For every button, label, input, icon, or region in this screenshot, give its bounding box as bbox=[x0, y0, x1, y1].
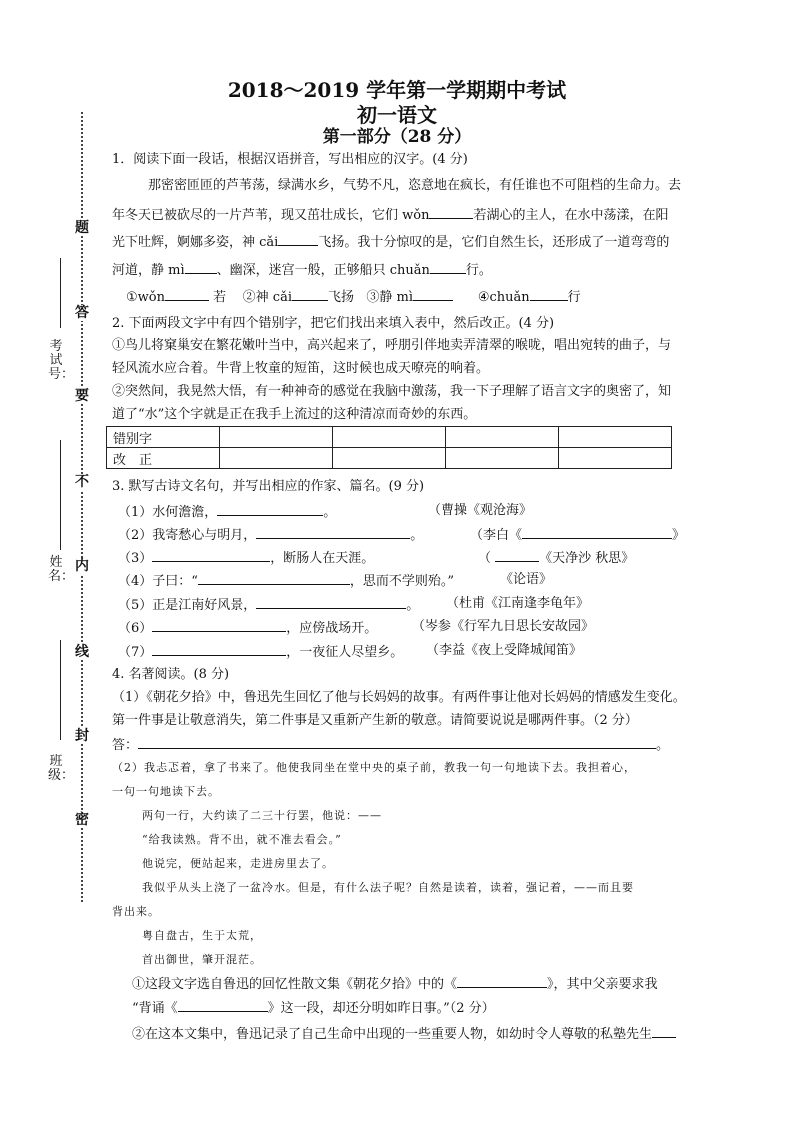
answer-blank[interactable] bbox=[429, 206, 473, 219]
seal-char: 不 bbox=[75, 474, 89, 490]
exam-no-label: 考试号： bbox=[48, 339, 75, 382]
seal-char: 题 bbox=[75, 220, 89, 236]
answer-cell[interactable] bbox=[333, 427, 446, 448]
table-header-cell: 改 正 bbox=[107, 448, 220, 469]
answer-blank[interactable] bbox=[152, 643, 286, 656]
answer-blank[interactable] bbox=[652, 1025, 676, 1038]
answer-blank[interactable] bbox=[413, 288, 453, 301]
answer-cell[interactable] bbox=[559, 448, 672, 469]
answer-blank[interactable] bbox=[430, 261, 466, 274]
poem-source: （杜甫《江南逢李龟年》 bbox=[446, 596, 590, 611]
table-row bbox=[107, 427, 672, 448]
poem-line: （5）正是江南好风景， 。 bbox=[118, 598, 420, 613]
q4-text-line: 第一件事是让敬意消失，第二件事是又重新产生新的敬意。请简要说说是哪两件事。（2 分） bbox=[112, 713, 638, 728]
poem-line: （7） ，一夜征人尽望乡。 bbox=[118, 645, 404, 660]
exam-no-line bbox=[60, 258, 61, 328]
seal-char: 密 bbox=[75, 812, 89, 828]
class-label: 班级： bbox=[48, 754, 75, 783]
table-row bbox=[107, 448, 672, 469]
table-header-cell: 错别字 bbox=[107, 427, 220, 448]
correction-table bbox=[106, 426, 672, 469]
answer-blank[interactable] bbox=[457, 975, 547, 988]
answer-blank[interactable] bbox=[185, 261, 217, 274]
answer-cell[interactable] bbox=[446, 427, 559, 448]
poem-source: 《论语》 bbox=[500, 572, 553, 587]
q2-passage-line: 道了“水”这个字就是正在我手上流过的这种清凉而奇妙的东西。 bbox=[112, 407, 477, 422]
answer-blank[interactable] bbox=[278, 233, 318, 246]
answer-cell[interactable] bbox=[446, 448, 559, 469]
answer-blank[interactable] bbox=[256, 596, 406, 609]
excerpt-line: 一句一句地读下去。 bbox=[112, 785, 220, 798]
q1-passage-line: 河道，静 mì 、幽深，迷宫一般，正够船只 chuǎn 行。 bbox=[112, 263, 492, 278]
seal-char: 答 bbox=[75, 305, 89, 321]
answer-blank[interactable] bbox=[256, 526, 410, 539]
seal-char: 内 bbox=[75, 558, 89, 574]
poem-source: （ 《天净沙 秋思》 bbox=[478, 551, 635, 566]
class-line bbox=[60, 640, 61, 740]
poem-source: （曹操《观沧海》 bbox=[428, 503, 533, 518]
q2-stem: 2. 下面两段文字中有四个错别字，把它们找出来填入表中，然后改正。(4 分) bbox=[112, 316, 555, 331]
q1-answers: ①wǒn 若 ②神 cǎi 飞扬 ③静 mì ④chuǎn 行 bbox=[126, 290, 581, 305]
q4-stem: 4. 名著阅读。(8 分) bbox=[112, 667, 230, 682]
exam-title: 2018～2019 学年第一学期期中考试 bbox=[227, 78, 567, 102]
answer-blank[interactable] bbox=[217, 503, 323, 516]
excerpt-line: 我似乎从头上浇了一盆冷水。但是，有什么法子呢？自然是读着，读着，强记着，——而且要 bbox=[142, 881, 634, 894]
poem-line: （3） ，断肠人在天涯。 bbox=[118, 551, 375, 566]
excerpt-line: 他说完，便站起来，走进房里去了。 bbox=[142, 857, 334, 870]
answer-blank[interactable] bbox=[152, 619, 286, 632]
answer-cell[interactable] bbox=[220, 448, 333, 469]
answer-cell[interactable] bbox=[333, 448, 446, 469]
excerpt-line: 两句一行，大约读了二三十行罢，他说：—— bbox=[142, 809, 382, 822]
q4-sub-question: ①这段文字选自鲁迅的回忆性散文集《朝花夕拾》中的《 》，其中父亲要求我 bbox=[132, 977, 658, 992]
excerpt-line: （2）我忐忑着，拿了书来了。他使我同坐在堂中央的桌子前，教我一句一句地读下去。我担着心， bbox=[112, 761, 636, 774]
name-label: 姓名： bbox=[48, 555, 75, 584]
answer-blank[interactable] bbox=[165, 288, 209, 301]
poem-source: （李白《 》 bbox=[470, 528, 686, 543]
poem-source: （岑参《行军九日思长安故园》 bbox=[412, 619, 595, 634]
poem-line: （6） ，应傍战场开。 bbox=[118, 621, 378, 636]
answer-blank[interactable] bbox=[152, 549, 270, 562]
poem-line: （4）子曰：“ ，思而不学则殆。” bbox=[118, 574, 455, 589]
answer-blank[interactable] bbox=[495, 549, 539, 562]
excerpt-line: “给我读熟。背不出，就不准去看会。” bbox=[142, 833, 342, 846]
q2-passage-line: 轻风流水应合着。牛背上牧童的短笛，这时候也成天嘹亮的响着。 bbox=[112, 361, 490, 376]
q4-sub-question: ②在这本文集中，鲁迅记录了自己生命中出现的一些重要人物，如幼时令人尊敬的私塾先生 bbox=[132, 1025, 676, 1043]
part-title: 第一部分（28 分） bbox=[322, 127, 472, 147]
answer-blank[interactable] bbox=[178, 999, 268, 1012]
subject-title: 初一语文 bbox=[357, 103, 437, 127]
answer-blank[interactable] bbox=[530, 288, 568, 301]
seal-char: 封 bbox=[75, 728, 89, 744]
q1-passage-line: 年冬天已被砍尽的一片芦苇，现又茁壮成长，它们 wǒn 若湖心的主人，在水中荡漾，在阳 bbox=[112, 208, 669, 223]
answer-cell[interactable] bbox=[559, 427, 672, 448]
answer-blank[interactable] bbox=[138, 736, 656, 749]
q4-text-line: （1）《朝花夕拾》中，鲁迅先生回忆了他与长妈妈的故事。有两件事让他对长妈妈的情感发生变化。 bbox=[112, 690, 686, 705]
answer-line: 答： 。 bbox=[112, 738, 670, 753]
excerpt-line: 粤自盘古，生于太荒， bbox=[142, 929, 262, 942]
excerpt-line: 背出来。 bbox=[112, 905, 160, 918]
q1-stem: 1．阅读下面一段话，根据汉语拼音，写出相应的汉字。(4 分) bbox=[112, 152, 468, 167]
q4-sub-question: “背诵《 》这一段，却还分明如昨日事。”（2 分） bbox=[132, 1001, 495, 1016]
poem-source: （李益《夜上受降城闻笛》 bbox=[426, 643, 583, 658]
seal-char: 线 bbox=[75, 644, 89, 660]
q1-passage-line: 光下吐辉，婀娜多姿，神 cǎi 飞扬。我十分惊叹的是，它们自然生长，还形成了一道弯弯的 bbox=[112, 235, 670, 250]
q1-passage-line: 那密密匝匝的芦苇荡，绿满水乡，气势不凡，恣意地在疯长，有任谁也不可阻档的生命力。去 bbox=[148, 178, 682, 193]
poem-line: （1）水何澹澹， 。 bbox=[118, 505, 337, 520]
poem-line: （2）我寄愁心与明月， 。 bbox=[118, 528, 424, 543]
name-line bbox=[60, 440, 61, 550]
answer-blank[interactable] bbox=[292, 288, 328, 301]
q2-passage-line: ①鸟儿将窠巢安在繁花嫩叶当中，高兴起来了，呼朋引伴地卖弄清翠的喉咙，唱出宛转的曲子，与 bbox=[112, 338, 672, 353]
answer-blank[interactable] bbox=[522, 526, 672, 539]
q3-stem: 3. 默写古诗文名句，并写出相应的作家、篇名。(9 分) bbox=[112, 479, 425, 494]
excerpt-line: 首出御世，肇开混茫。 bbox=[142, 953, 262, 966]
seal-char: 要 bbox=[75, 388, 89, 404]
answer-blank[interactable] bbox=[198, 572, 350, 585]
answer-cell[interactable] bbox=[220, 427, 333, 448]
q2-passage-line: ②突然间，我晃然大悟，有一种神奇的感觉在我脑中激荡，我一下子理解了语言文字的奥密了，知 bbox=[112, 384, 672, 399]
